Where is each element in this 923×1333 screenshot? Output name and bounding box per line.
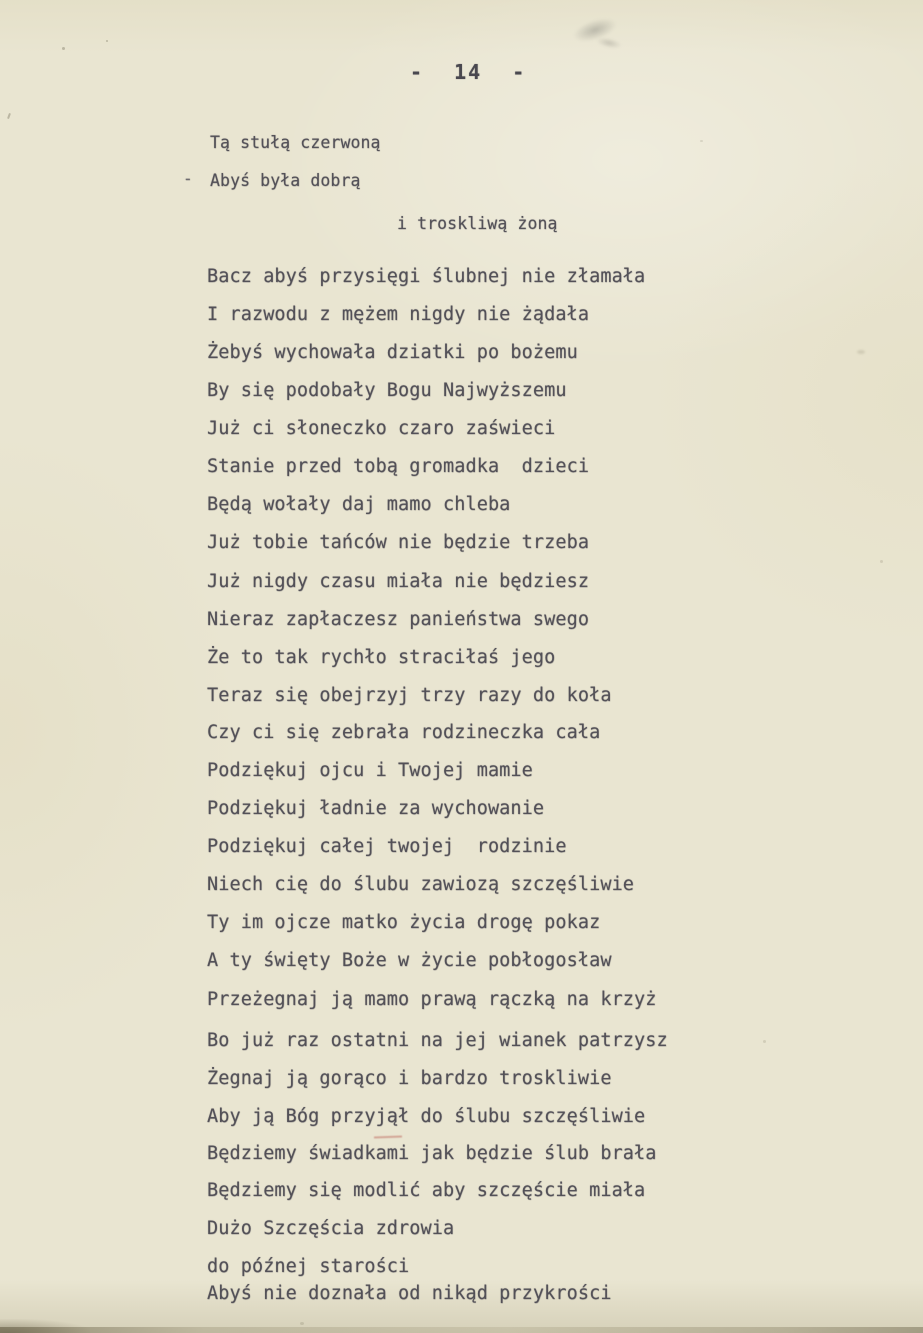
poem-line: Aby ją Bóg przyjął do ślubu szczęśliwie — [207, 1106, 646, 1127]
page-corner-shade — [0, 1319, 90, 1333]
page-bottom-edge — [0, 1327, 923, 1333]
poem-line: Że to tak rychło straciłaś jego — [207, 647, 556, 668]
poem-line: Abyś nie doznała od nikąd przykrości — [207, 1283, 612, 1304]
poem-line: Bo już raz ostatni na jej wianek patrzysz — [207, 1030, 668, 1051]
paper-speck — [763, 1040, 766, 1043]
poem-line: Przeżegnaj ją mamo prawą rączką na krzyż — [207, 989, 657, 1010]
red-pencil-mark — [374, 1136, 402, 1139]
intro-line: Abyś była dobrą — [210, 171, 361, 190]
poem-line: Żegnaj ją gorąco i bardzo troskliwie — [207, 1068, 612, 1089]
paper-speck — [106, 40, 108, 42]
poem-line: A ty święty Boże w życie pobłogosław — [207, 950, 612, 971]
paper-speck — [857, 350, 865, 354]
paper-speck — [300, 1322, 304, 1325]
page-number: - 14 - — [410, 60, 527, 84]
poem-line: By się podobały Bogu Najwyższemu — [207, 380, 567, 401]
poem-line: Podziękuj ojcu i Twojej mamie — [207, 760, 533, 781]
poem-line: Podziękuj całej twojej rodzinie — [207, 836, 567, 857]
poem-line: Już nigdy czasu miała nie będziesz — [207, 571, 590, 592]
poem-line: Już ci słoneczko czaro zaświeci — [207, 418, 556, 439]
poem-line: Będziemy się modlić aby szczęście miała — [207, 1180, 646, 1201]
poem-line: Czy ci się zebrała rodzineczka cała — [207, 722, 601, 743]
poem-line: Podziękuj ładnie za wychowanie — [207, 798, 545, 819]
poem-line: I razwodu z mężem nigdy nie żądała — [207, 304, 590, 325]
smudge-mark — [595, 35, 623, 50]
poem-line: Bacz abyś przysięgi ślubnej nie złamała — [207, 266, 646, 287]
poem-line: Stanie przed tobą gromadka dzieci — [207, 456, 590, 477]
paper-speck — [700, 140, 703, 142]
paper-speck — [62, 47, 65, 50]
margin-dash: - — [183, 169, 193, 188]
poem-line: Żebyś wychowała dziatki po bożemu — [207, 342, 578, 363]
poem-line: Nieraz zapłaczesz panieństwa swego — [207, 609, 590, 630]
paper-speck — [7, 113, 11, 119]
poem-line: Będą wołały daj mamo chleba — [207, 494, 511, 515]
poem-line: Już tobie tańców nie będzie trzeba — [207, 532, 590, 553]
poem-line: Niech cię do ślubu zawiozą szczęśliwie — [207, 874, 635, 895]
paper-speck — [880, 560, 883, 563]
intro-line: Tą stułą czerwoną — [210, 133, 381, 152]
poem-line: Teraz się obejrzyj trzy razy do koła — [207, 685, 612, 706]
poem-line: Ty im ojcze matko życia drogę pokaz — [207, 912, 601, 933]
poem-line: Będziemy świadkami jak będzie ślub brała — [207, 1143, 657, 1164]
poem-line: Dużo Szczęścia zdrowia — [207, 1218, 455, 1239]
intro-line: i troskliwą żoną — [397, 214, 558, 233]
poem-line: do późnej starości — [207, 1256, 410, 1277]
